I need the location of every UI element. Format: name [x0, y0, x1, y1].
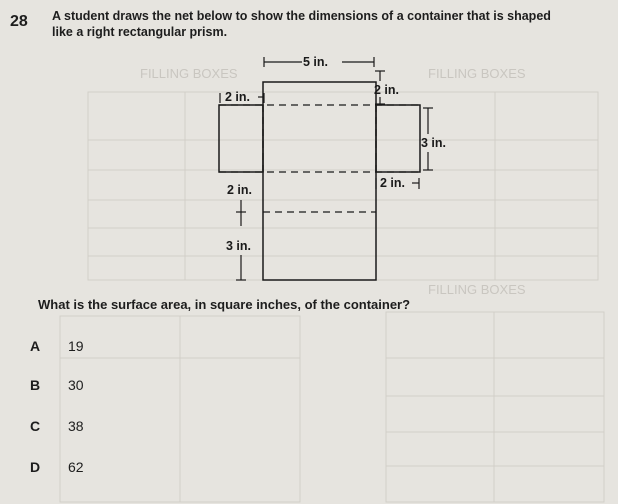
choice-value: 19	[68, 338, 84, 354]
bleed-heading-right: FILLING BOXES	[428, 66, 526, 81]
label-left-width: 2 in.	[225, 90, 251, 104]
question-prompt: What is the surface area, in square inches, of the container?	[38, 297, 411, 312]
label-right-height: 3 in.	[421, 136, 447, 150]
label-top-height: 2 in.	[374, 83, 400, 97]
choice-d[interactable]	[30, 459, 84, 475]
choice-value: 30	[68, 377, 84, 393]
choice-value: 38	[68, 418, 84, 434]
choice-c[interactable]	[30, 418, 84, 434]
label-right-width: 2 in.	[380, 176, 406, 190]
choice-a[interactable]	[30, 338, 84, 354]
choice-value: 62	[68, 459, 84, 475]
label-lower-left-width: 2 in.	[227, 183, 253, 197]
net-left-flap	[219, 105, 263, 172]
bleed-heading-left: FILLING BOXES	[140, 66, 238, 81]
net-center-strip	[263, 82, 376, 280]
label-lower-left-height: 3 in.	[226, 239, 252, 253]
choice-b[interactable]	[30, 377, 84, 393]
net-right-flap	[376, 105, 420, 172]
choice-letter: A	[30, 338, 41, 354]
question-text: A student draws the net below to show the dimensions of a container that is shaped like a right rectangular prism.	[52, 9, 551, 39]
label-top-length: 5 in.	[303, 55, 329, 69]
choice-letter: B	[30, 377, 41, 393]
question-number: 28	[10, 13, 28, 30]
choice-letter: D	[30, 459, 41, 475]
bleed-heading-bottom: FILLING BOXES	[428, 282, 526, 297]
choice-letter: C	[30, 418, 41, 434]
